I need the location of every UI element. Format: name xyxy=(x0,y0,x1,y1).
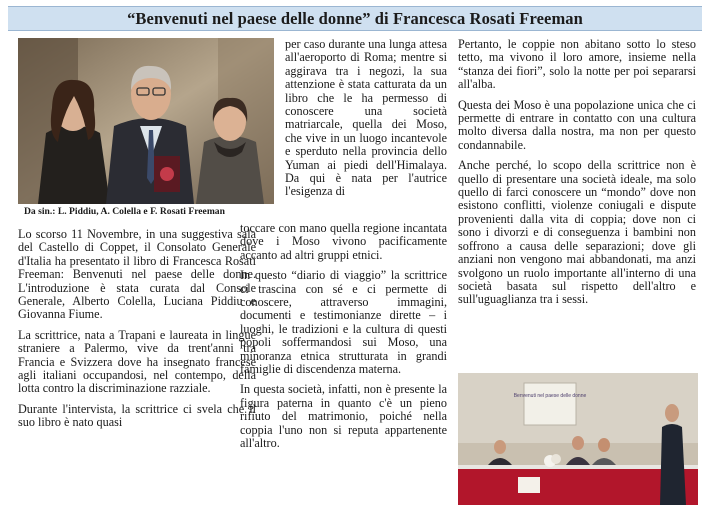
paragraph: In questo “diario di viaggio” la scrittrice ci trascina con sé e ci permette di conoscere, attraverso immagini, documenti e testimonianze dirette – i luoghi, le tradizioni e la cultura di questi popoli soffermandosi sui Moso, una minoranza etnica strutturata in grandi famiglie di discendenza materna. xyxy=(240,268,447,377)
column-2-top xyxy=(285,38,447,206)
photo-three-people xyxy=(18,38,274,204)
paragraph: per caso durante una lunga attesa all'aeroporto di Roma; mentre si aggirava tra i negozi, la sua attenzione è stata catturata da un libro che le ha permesso di conoscere una società matriarcale, quella dei Moso, che vive in un luogo incantevole e sperduto nella provincia dello Yuman ai piedi dell'Himalaya. Da qui è nata per l'autrice l'esigenza di xyxy=(285,37,447,199)
column-1 xyxy=(18,228,256,437)
photo-three-people-image xyxy=(18,38,274,204)
photo-presentation-image xyxy=(458,373,698,505)
paragraph: Durante l'intervista, la scrittrice ci svela che il suo libro è nato quasi xyxy=(18,401,256,430)
paragraph: Anche perché, lo scopo della scrittrice non è quello di presentare una società ideale, ma solo quello di farci conoscere un “mondo” dove non esistono conflitti, violenze coniugali e dispute provenienti dalla vita di coppia; dove non ci sono i divorzi e di conseguenza i bambini non soffrono a causa delle separazioni; dove gli anziani non vengono mai abbandonati, ma anzi svolgono un ruolo importante all'interno di una società basata sul rispetto dell'altro e sull'uguaglianza tra i sessi. xyxy=(458,158,696,307)
paragraph: Lo scorso 11 Novembre, in una suggestiva sala del Castello di Coppet, il Consolato Generale d'Italia ha presentato il libro di Francesca Rosati Freeman: Benvenuti nel paese delle donne. L'introduzione è stata curata dal Console Generale, Alberto Colella, Luciana Piddiu e Giovanna Fiume. xyxy=(18,227,256,322)
column-3 xyxy=(458,38,696,314)
photo-presentation-event xyxy=(458,373,698,505)
photo-caption: Da sin.: L. Piddiu, A. Colella e F. Rosati Freeman xyxy=(24,206,225,217)
paragraph: Questa dei Moso è una popolazione unica che ci permette di entrare in contatto con una cultura molto diversa dalla nostra, ma non per questo condannabile. xyxy=(458,97,696,152)
article-title: “Benvenuti nel paese delle donne” di Francesca Rosati Freeman xyxy=(127,8,583,28)
column-2 xyxy=(240,222,447,458)
paragraph: La scrittrice, nata a Trapani e laureata in lingue straniere a Palermo, vive da trent'anni tra Francia e Svizzera dove ha insegnato francese agli italiani occupandosi, nel contempo, della lotta contro la discriminazione razziale. xyxy=(18,327,256,396)
title-band xyxy=(8,6,702,31)
paragraph: In questa società, infatti, non è presente la figura paterna in quanto c'è un pieno rifiuto del matrimonio, poiché nella coppia l'uno non si reputa appartenente all'altro. xyxy=(240,382,447,451)
projected-banner xyxy=(514,393,587,399)
paragraph: Pertanto, le coppie non abitano sotto lo steso tetto, ma vivono il loro amore, insieme nella “stanza dei fiori”, solo la notte per poi separarsi all'alba. xyxy=(458,37,696,92)
banner-text: Benvenuti nel paese delle donne xyxy=(513,393,587,399)
paragraph: toccare con mano quella regione incantata dove i Moso vivono pacificamente accanto ad altri gruppi etnici. xyxy=(240,221,447,262)
